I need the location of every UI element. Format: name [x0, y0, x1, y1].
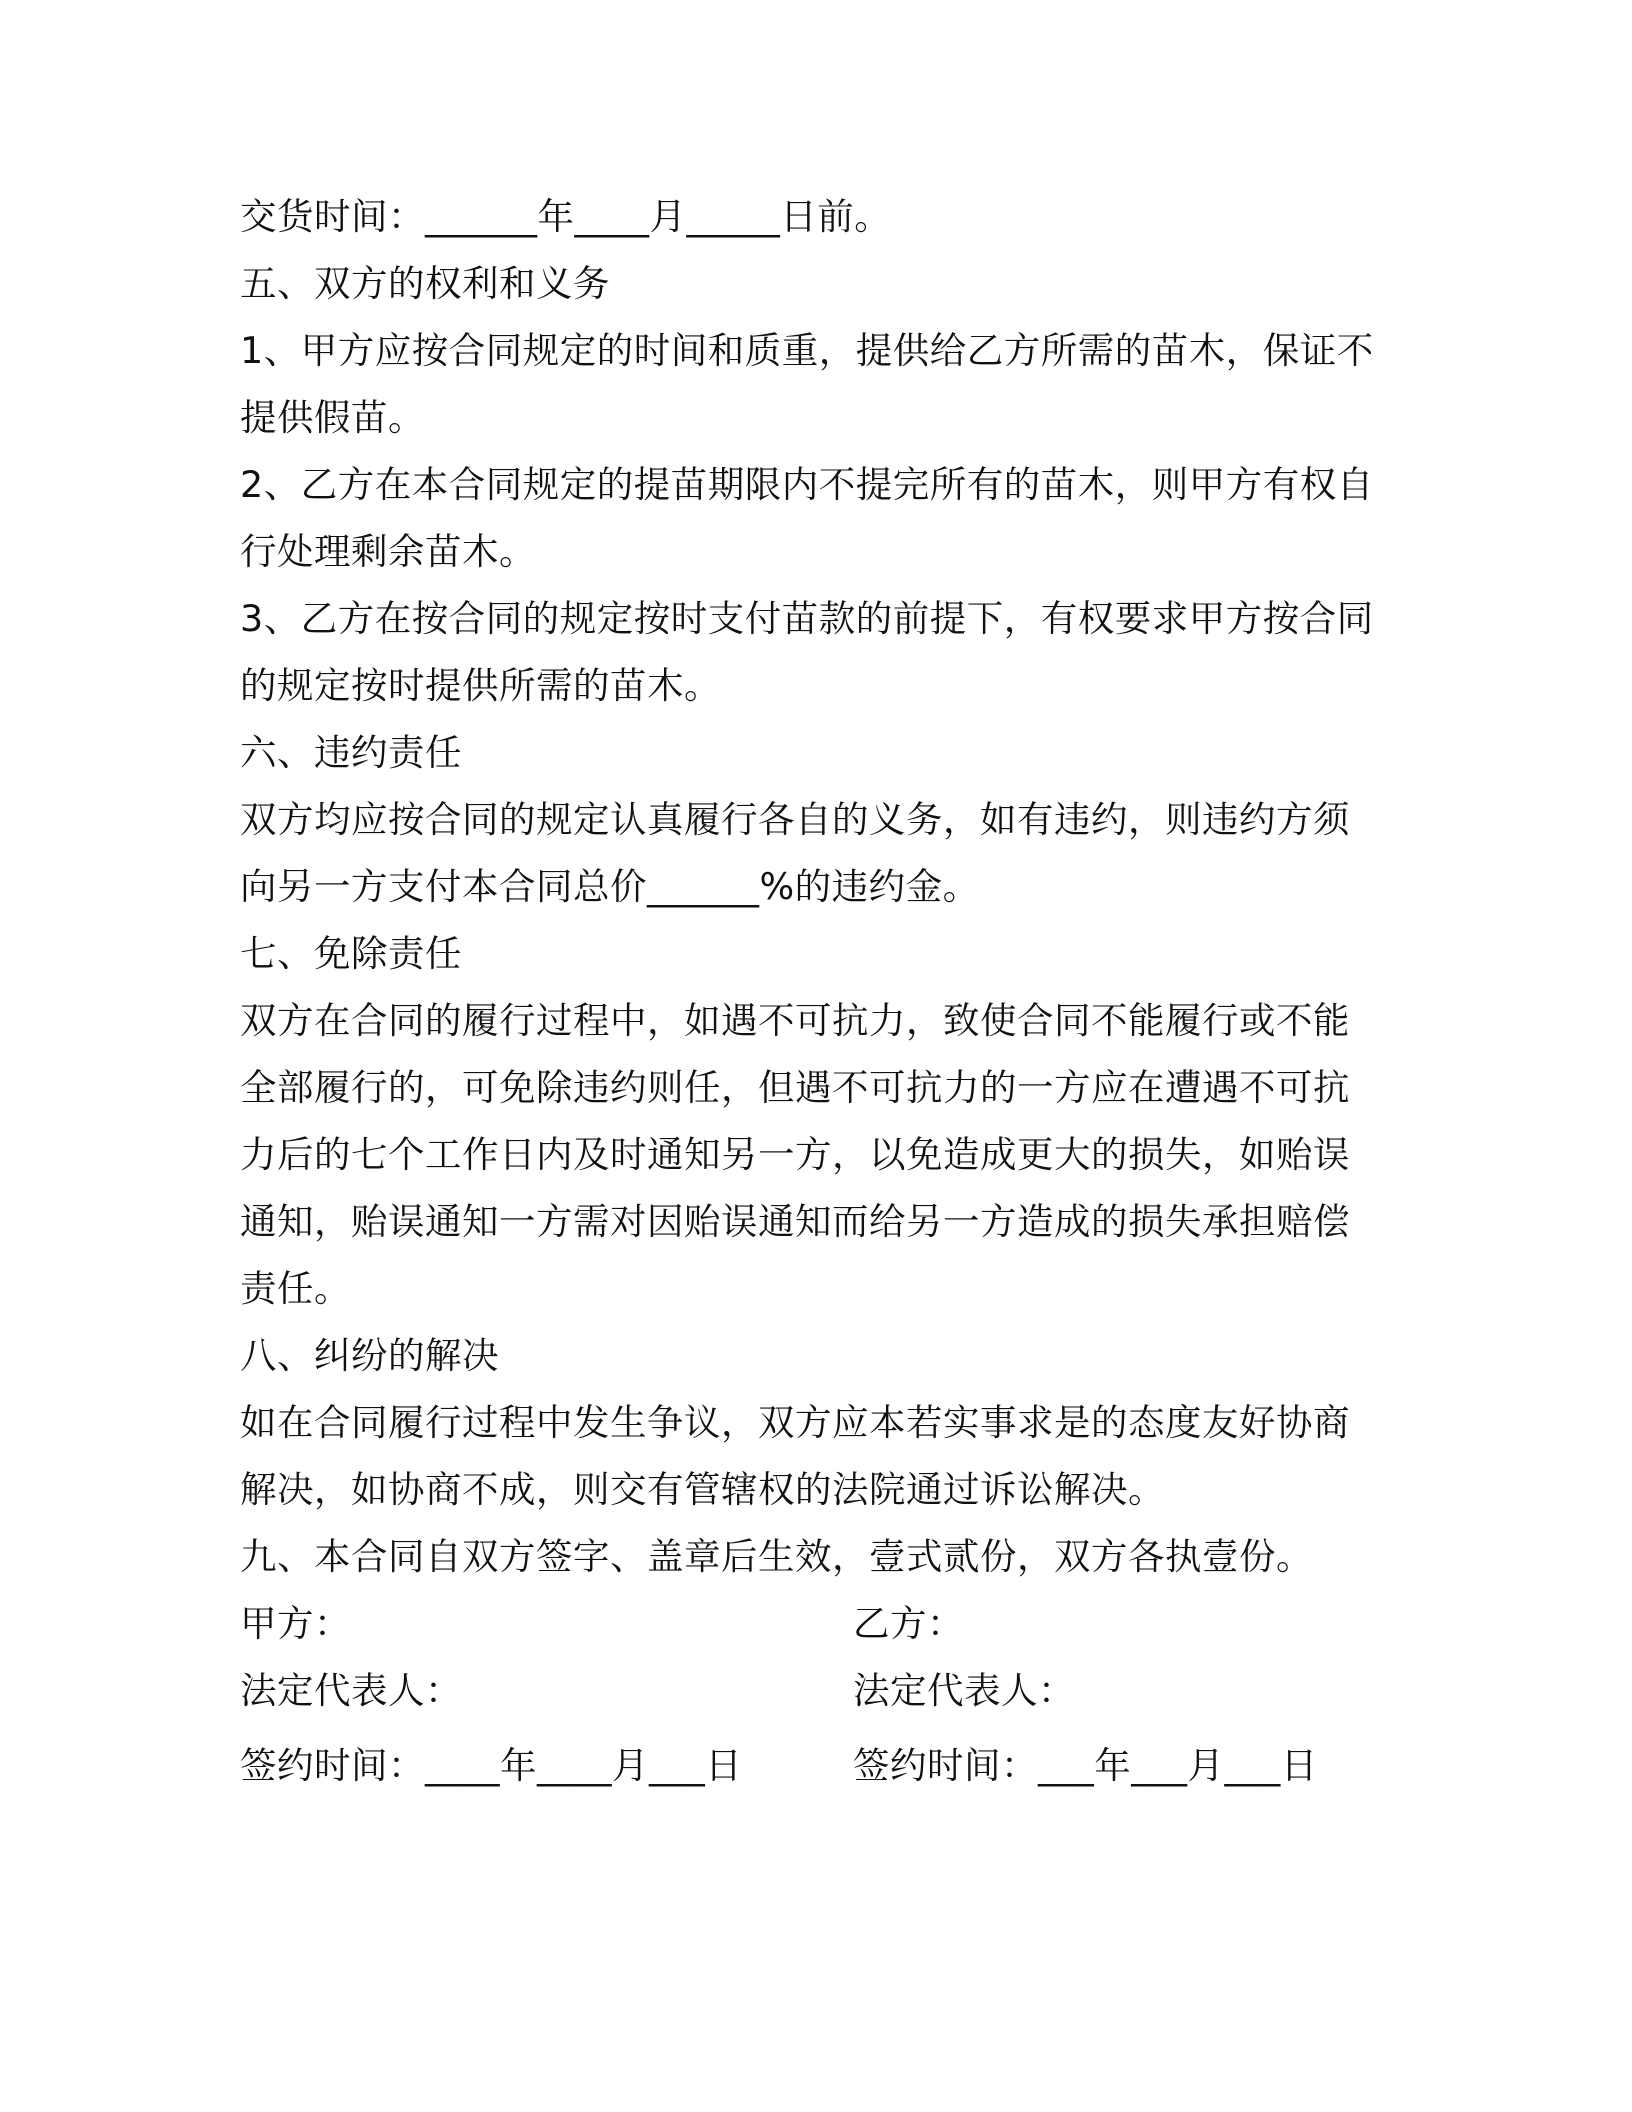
exemption-text-line-3: 力后的七个工作日内及时通知另一方，以免造成更大的损失，如贻误 — [240, 1133, 1350, 1176]
signature-date-row — [240, 1732, 1390, 1799]
clause-2-line-2: 行处理剩余苗木。 — [240, 530, 536, 573]
exemption-text-line-5: 责任。 — [240, 1267, 351, 1310]
breach-text-line-2: 向另一方支付本合同总价______%的违约金。 — [240, 865, 980, 908]
party-a-representative-label: 法定代表人： — [240, 1669, 462, 1712]
party-b-representative-label: 法定代表人： — [853, 1669, 1075, 1712]
clause-1-line-1: 1、甲方应按合同规定的时间和质重，提供给乙方所需的苗木，保证不 — [240, 329, 1374, 372]
exemption-text-line-1: 双方在合同的履行过程中，如遇不可抗力，致使合同不能履行或不能 — [240, 999, 1350, 1042]
exemption-text-line-2: 全部履行的，可免除违约则任，但遇不可抗力的一方应在遭遇不可抗 — [240, 1066, 1350, 1109]
clause-3-line-1: 3、乙方在按合同的规定按时支付苗款的前提下，有权要求甲方按合同 — [240, 597, 1374, 640]
section-heading-exemption: 七、免除责任 — [240, 932, 462, 975]
contract-body — [240, 183, 1390, 1799]
party-a-signing-date: 签约时间：____年____月___日 — [240, 1744, 743, 1787]
clause-3-line-2: 的规定按时提供所需的苗木。 — [240, 664, 721, 707]
section-heading-breach: 六、违约责任 — [240, 731, 462, 774]
delivery-time-line: 交货时间：______年____月_____日前。 — [240, 195, 892, 238]
party-a-label: 甲方： — [240, 1602, 351, 1645]
party-b-signing-date: 签约时间：___年___月___日 — [853, 1744, 1318, 1787]
clause-2-line-1: 2、乙方在本合同规定的提苗期限内不提完所有的苗木，则甲方有权自 — [240, 463, 1374, 506]
section-heading-rights: 五、双方的权利和义务 — [240, 262, 610, 305]
clause-1-line-2: 提供假苗。 — [240, 396, 425, 439]
dispute-text-line-1: 如在合同履行过程中发生争议，双方应本若实事求是的态度友好协商 — [240, 1401, 1350, 1444]
signature-party-row — [240, 1590, 1390, 1657]
section-heading-dispute: 八、纠纷的解决 — [240, 1334, 499, 1377]
dispute-text-line-2: 解决，如协商不成，则交有管辖权的法院通过诉讼解决。 — [240, 1468, 1165, 1511]
party-b-label: 乙方： — [853, 1602, 964, 1645]
exemption-text-line-4: 通知，贻误通知一方需对因贻误通知而给另一方造成的损失承担赔偿 — [240, 1200, 1350, 1243]
section-effective-clause: 九、本合同自双方签字、盖章后生效，壹式贰份，双方各执壹份。 — [240, 1535, 1313, 1578]
breach-text-line-1: 双方均应按合同的规定认真履行各自的义务，如有违约，则违约方须 — [240, 798, 1350, 841]
signature-representative-row — [240, 1657, 1390, 1724]
